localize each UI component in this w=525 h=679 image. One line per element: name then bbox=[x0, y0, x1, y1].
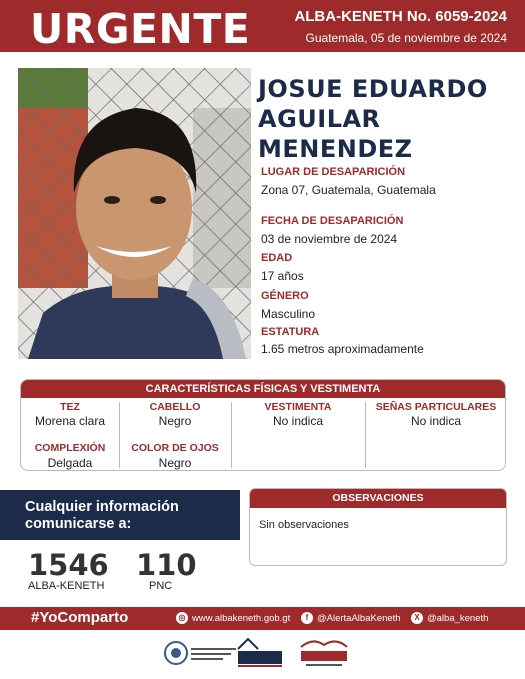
characteristics-panel bbox=[20, 379, 506, 471]
website-text: www.albakeneth.gob.gt bbox=[192, 612, 291, 624]
facebook-icon: f bbox=[301, 612, 313, 624]
facebook-text: @AlertaAlbaKeneth bbox=[317, 612, 401, 624]
cabello-label: CABELLO bbox=[149, 401, 201, 413]
urgent-title: URGENTE bbox=[30, 5, 251, 53]
x-icon: X bbox=[411, 612, 423, 624]
fecha-label: FECHA DE DESAPARICIÓN bbox=[261, 215, 404, 227]
edad-label: EDAD bbox=[261, 252, 293, 264]
twitter-link[interactable] bbox=[411, 612, 488, 624]
header-banner bbox=[0, 0, 525, 52]
lugar-value: Zona 07, Guatemala, Guatemala bbox=[261, 183, 436, 197]
footer-bar bbox=[0, 607, 525, 630]
observations-panel bbox=[249, 488, 507, 566]
government-seal-logo bbox=[163, 635, 238, 671]
pnc-phone: 110 bbox=[136, 548, 197, 582]
estatura-value: 1.65 metros aproximadamente bbox=[261, 342, 424, 356]
twitter-text: @alba_keneth bbox=[427, 612, 489, 624]
website-link[interactable] bbox=[176, 612, 290, 624]
senas-value: No indica bbox=[410, 414, 462, 428]
globe-icon: ◎ bbox=[176, 612, 188, 624]
alert-date: Guatemala, 05 de noviembre de 2024 bbox=[305, 31, 507, 45]
alba-keneth-phone-label: ALBA-KENETH bbox=[28, 580, 105, 592]
lugar-label: LUGAR DE DESAPARICIÓN bbox=[261, 166, 406, 178]
pgn-logo bbox=[234, 635, 286, 671]
person-name-line2: AGUILAR MENENDEZ bbox=[258, 105, 413, 163]
alert-number: ALBA-KENETH No. 6059-2024 bbox=[294, 8, 507, 25]
senas-label: SEÑAS PARTICULARES bbox=[375, 401, 497, 413]
vestimenta-value: No indica bbox=[272, 414, 324, 428]
tez-value: Morena clara bbox=[34, 414, 106, 428]
observations-text: Sin observaciones bbox=[259, 519, 349, 531]
estatura-label: ESTATURA bbox=[261, 326, 320, 338]
missing-person-photo bbox=[18, 68, 251, 359]
cabello-value: Negro bbox=[158, 414, 192, 428]
person-name bbox=[258, 74, 520, 164]
contact-line1: Cualquier información bbox=[25, 499, 179, 515]
pnc-phone-label: PNC bbox=[149, 580, 173, 592]
contact-line2: comunicarse a: bbox=[25, 516, 132, 532]
contact-banner bbox=[0, 490, 240, 540]
genero-value: Masculino bbox=[261, 307, 316, 321]
alba-keneth-phone: 1546 bbox=[28, 548, 109, 582]
ojos-value: Negro bbox=[158, 456, 192, 470]
vestimenta-label: VESTIMENTA bbox=[264, 401, 332, 413]
person-name-line1: JOSUE EDUARDO bbox=[258, 75, 488, 103]
observations-title: OBSERVACIONES bbox=[250, 489, 506, 508]
complexion-value: Delgada bbox=[47, 456, 93, 470]
complexion-label: COMPLEXIÓN bbox=[34, 442, 106, 454]
tez-label: TEZ bbox=[60, 401, 80, 413]
alerta-alba-keneth-logo bbox=[298, 635, 350, 671]
genero-label: GÉNERO bbox=[261, 290, 309, 302]
characteristics-title: CARACTERÍSTICAS FÍSICAS Y VESTIMENTA bbox=[21, 380, 505, 398]
hashtag: #YoComparto bbox=[31, 609, 129, 626]
fecha-value: 03 de noviembre de 2024 bbox=[261, 232, 398, 246]
photo-illustration bbox=[18, 68, 251, 359]
facebook-link[interactable] bbox=[301, 612, 401, 624]
edad-value: 17 años bbox=[261, 269, 304, 283]
ojos-label: COLOR DE OJOS bbox=[131, 442, 219, 454]
